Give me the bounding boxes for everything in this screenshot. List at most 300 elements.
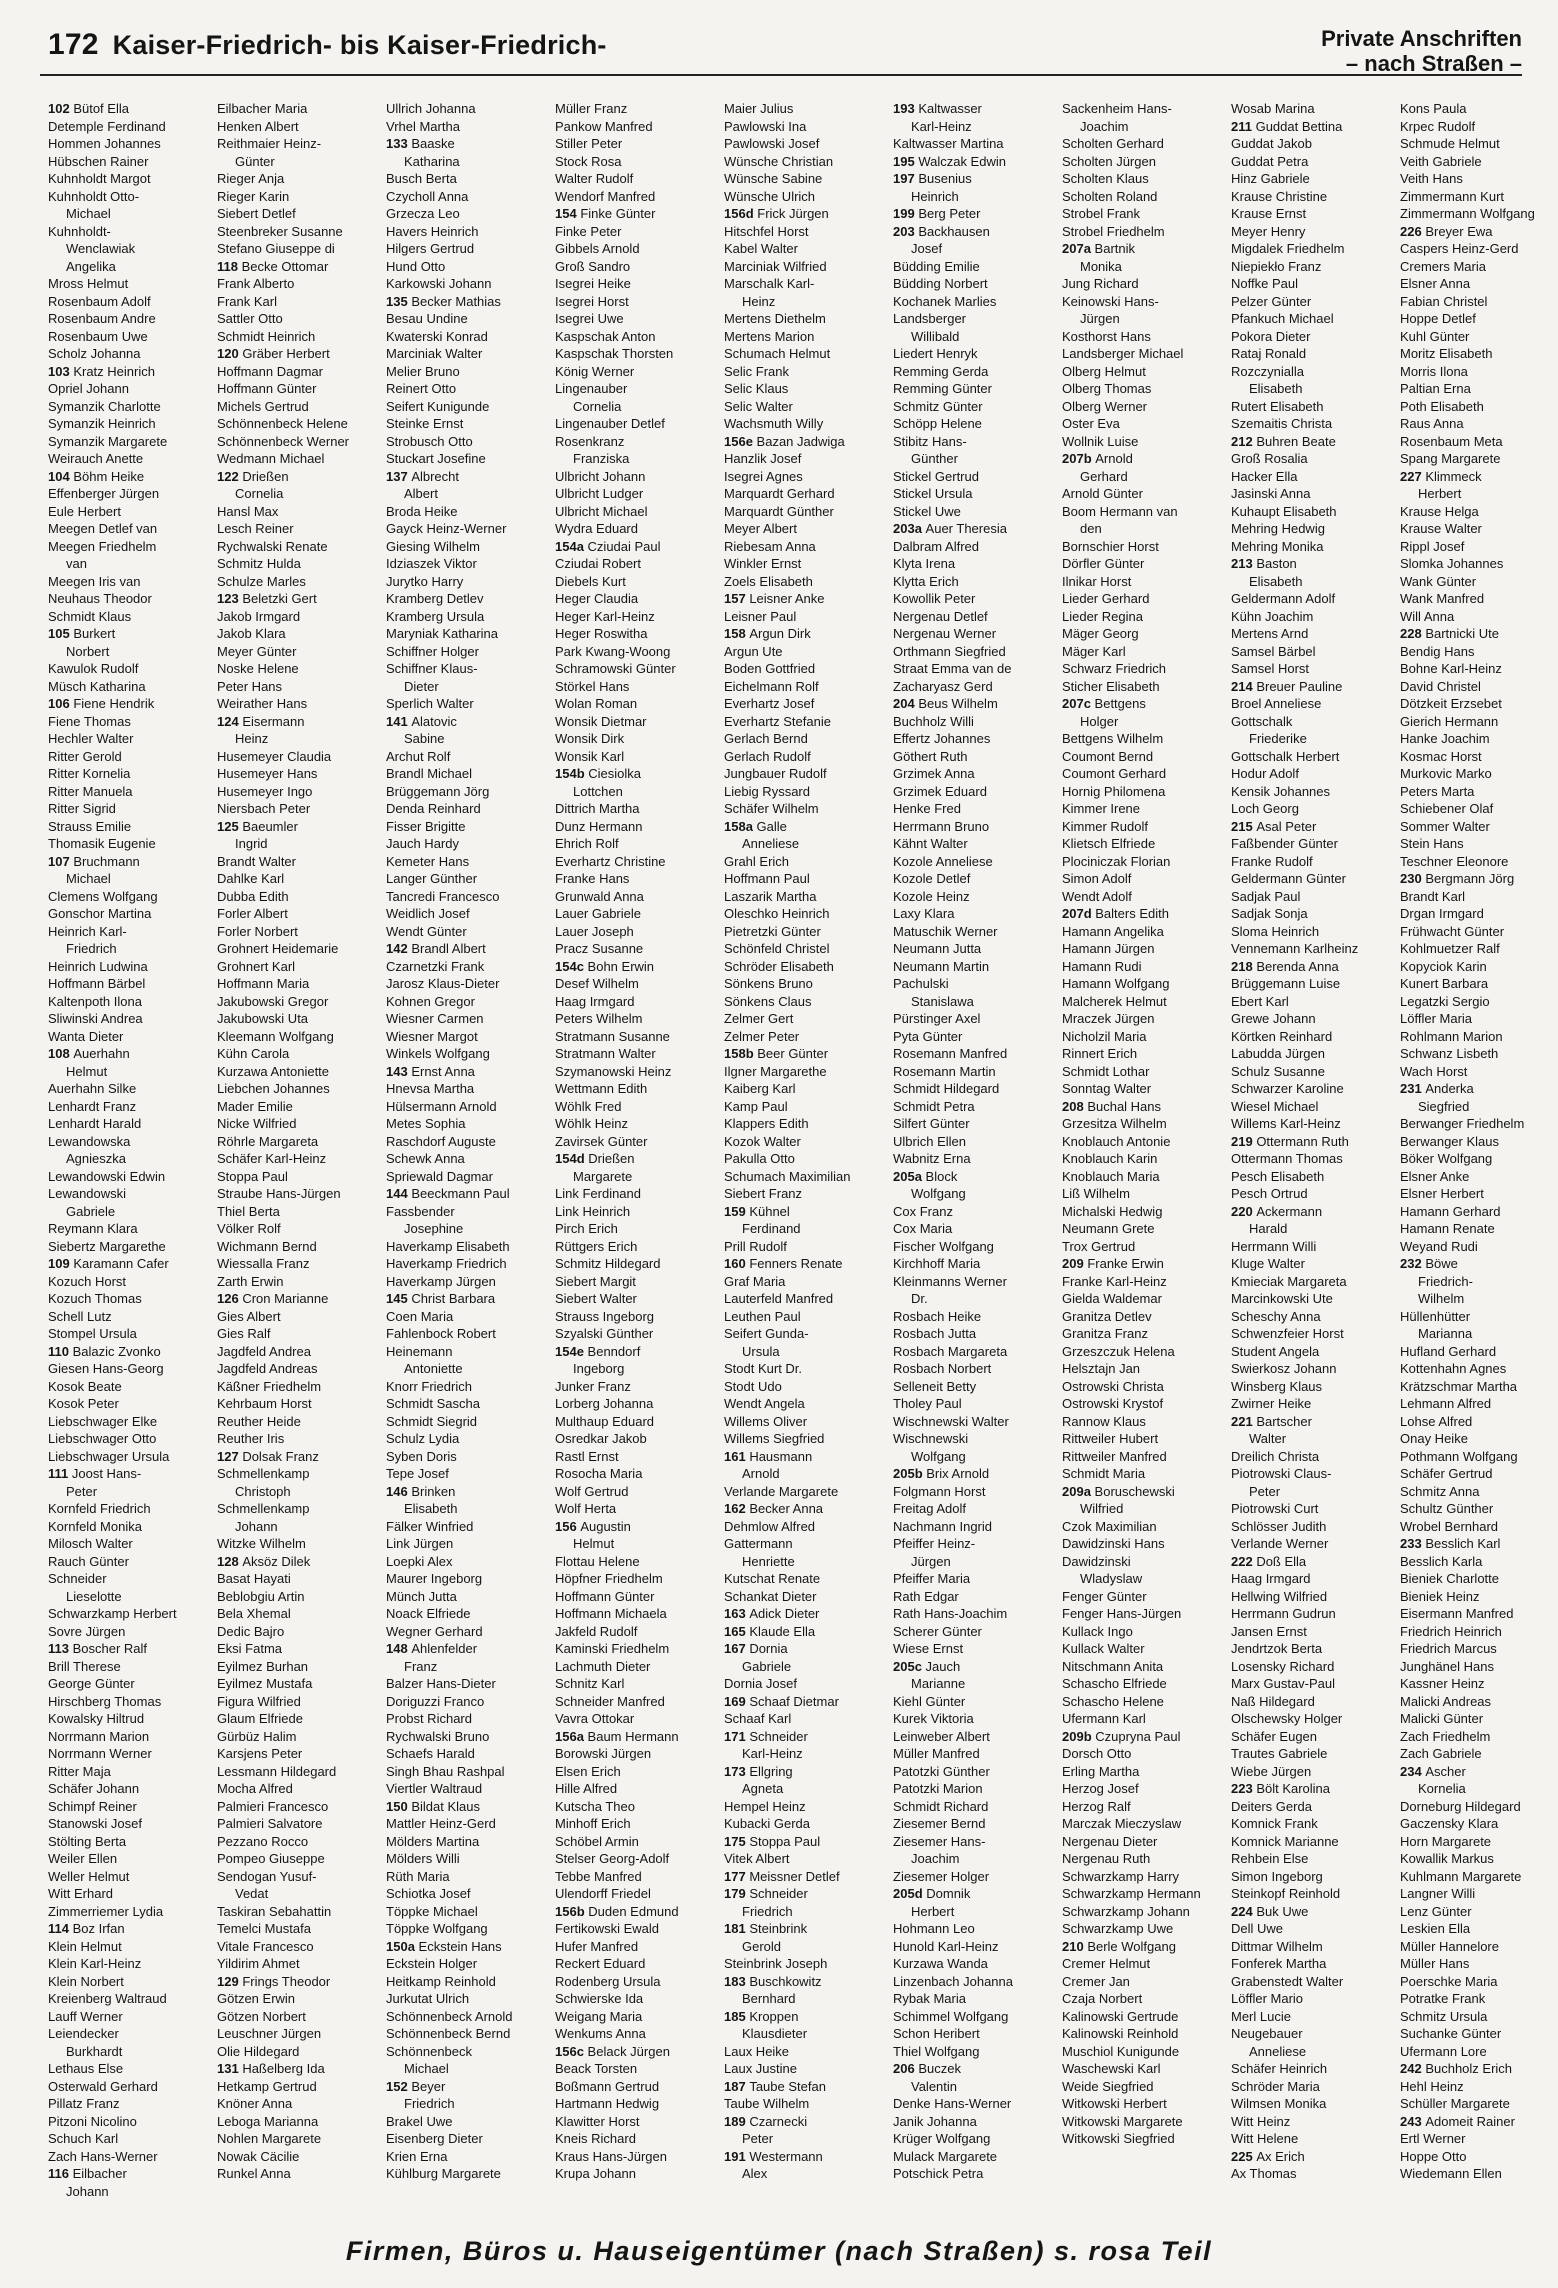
house-number: 207b bbox=[1062, 451, 1096, 466]
directory-entry bbox=[1231, 1588, 1397, 1606]
resident-name: Herzog Ralf bbox=[1062, 1798, 1131, 1814]
house-number: 207c bbox=[1062, 696, 1095, 711]
resident-name: Schmitz Ursula bbox=[1400, 2008, 1488, 2024]
directory-entry bbox=[386, 1745, 552, 1763]
resident-name: Diebels Kurt bbox=[555, 573, 626, 589]
resident-name: Jakob Klara bbox=[217, 626, 286, 641]
resident-name: Dittmar Wilhelm bbox=[1231, 1938, 1323, 1954]
directory-entry bbox=[386, 1710, 552, 1728]
resident-name: Rüth Maria bbox=[386, 1868, 450, 1884]
directory-entry bbox=[1062, 503, 1228, 521]
directory-entry bbox=[48, 2078, 214, 2096]
directory-entry bbox=[386, 1115, 552, 1133]
resident-name: Leuschner Jürgen bbox=[217, 2026, 322, 2041]
directory-entry bbox=[1062, 1728, 1228, 1746]
resident-name: Lieder Gerhard bbox=[1062, 591, 1150, 606]
resident-name: Kähnt Walter bbox=[893, 836, 968, 851]
directory-entry bbox=[217, 1815, 383, 1833]
resident-name: Weiler Ellen bbox=[48, 1851, 118, 1866]
resident-name: Spriewald Dagmar bbox=[386, 1168, 493, 1184]
directory-column bbox=[217, 100, 383, 2210]
resident-name: Rosenbaum Adolf bbox=[48, 293, 151, 309]
resident-name: Löffler Mario bbox=[1231, 1991, 1304, 2006]
directory-entry bbox=[1400, 170, 1558, 188]
resident-name: Lingenauber Detlef bbox=[555, 416, 665, 431]
resident-name: Ernst Anna bbox=[411, 1063, 475, 1079]
resident-name: Guddat Jakob bbox=[1231, 136, 1312, 151]
resident-name: Auerhahn Silke bbox=[48, 1081, 137, 1096]
resident-name: Argun Ute bbox=[724, 643, 783, 659]
house-number: 163 bbox=[724, 1606, 750, 1621]
directory-entry bbox=[1231, 398, 1397, 416]
resident-name: Reuther Iris bbox=[217, 1431, 285, 1446]
resident-name: Schmidt Lothar bbox=[1062, 1063, 1150, 1079]
house-number: 124 bbox=[217, 713, 243, 729]
resident-name: Jungbauer Rudolf bbox=[724, 766, 827, 781]
directory-entry bbox=[724, 258, 890, 276]
resident-name: Klappers Edith bbox=[724, 1116, 809, 1131]
directory-entry bbox=[48, 2113, 214, 2131]
directory-entry bbox=[386, 1553, 552, 1571]
resident-name: Schimpf Reiner bbox=[48, 1798, 137, 1814]
directory-entry bbox=[1062, 2025, 1228, 2043]
resident-name: Wenkums Anna bbox=[555, 2026, 646, 2041]
resident-name: Büdding Emilie bbox=[893, 258, 980, 274]
resident-name: Everhartz Christine bbox=[555, 853, 666, 869]
directory-entry bbox=[724, 818, 890, 836]
directory-entry bbox=[217, 1290, 383, 1308]
directory-entry bbox=[48, 608, 214, 626]
directory-entry bbox=[555, 1010, 721, 1028]
directory-entry bbox=[555, 695, 721, 713]
resident-name: Beer Günter bbox=[757, 1046, 829, 1061]
resident-name: Marschalk Karl- bbox=[724, 276, 815, 291]
resident-name: Ulbricht Ludger bbox=[555, 486, 644, 501]
house-number: 154 bbox=[555, 206, 581, 221]
house-number: 203a bbox=[893, 521, 926, 536]
directory-entry bbox=[386, 1903, 552, 1921]
directory-entry bbox=[555, 520, 721, 538]
directory-entry bbox=[555, 765, 721, 783]
resident-name: Kozuch Horst bbox=[48, 1273, 127, 1289]
resident-name: Jauch bbox=[925, 1658, 961, 1674]
resident-name: Kühlburg Margarete bbox=[386, 2166, 501, 2181]
resident-name: Schneider bbox=[48, 1571, 107, 1586]
entry-continuation bbox=[1400, 1780, 1558, 1798]
resident-name: Valentin bbox=[911, 2078, 958, 2094]
resident-name: Krause Christine bbox=[1231, 188, 1328, 204]
house-number: 210 bbox=[1062, 1938, 1088, 1954]
house-number: 205a bbox=[893, 1168, 926, 1184]
resident-name: Ulbricht Johann bbox=[555, 468, 646, 484]
footer-note: Firmen, Büros u. Hauseigentümer (nach Straßen) s. rosa Teil bbox=[345, 2236, 1213, 2266]
directory-entry bbox=[555, 608, 721, 626]
directory-entry bbox=[1231, 1185, 1397, 1203]
entry-continuation bbox=[386, 1500, 552, 1518]
directory-entry bbox=[1400, 993, 1558, 1011]
directory-entry bbox=[555, 1115, 721, 1133]
resident-name: Eisenberg Dieter bbox=[386, 2131, 483, 2146]
directory-column bbox=[386, 100, 552, 2210]
resident-name: Kuhlmann Margarete bbox=[1400, 1868, 1522, 1884]
resident-name: Mattler Heinz-Gerd bbox=[386, 1816, 496, 1831]
resident-name: Singh Bhau Rashpal bbox=[386, 1763, 505, 1779]
resident-name: Gerold bbox=[742, 1938, 782, 1954]
directory-entry bbox=[893, 1693, 1059, 1711]
directory-entry bbox=[1062, 835, 1228, 853]
resident-name: Olberg Helmut bbox=[1062, 363, 1146, 379]
resident-name: Hohmann Leo bbox=[893, 1921, 975, 1936]
resident-name: Grzimek Eduard bbox=[893, 783, 987, 799]
resident-name: Schimmel Wolfgang bbox=[893, 2008, 1009, 2024]
resident-name: Schlösser Judith bbox=[1231, 1518, 1327, 1534]
resident-name: Stelser Georg-Adolf bbox=[555, 1851, 670, 1866]
directory-entry bbox=[555, 590, 721, 608]
resident-name: Siegfried bbox=[1418, 1098, 1470, 1114]
directory-entry bbox=[386, 818, 552, 836]
entry-continuation bbox=[48, 1063, 214, 1081]
resident-name: Hnevsa Martha bbox=[386, 1081, 475, 1096]
entry-continuation bbox=[48, 1588, 214, 1606]
directory-entry bbox=[724, 573, 890, 591]
resident-name: Günther bbox=[911, 451, 958, 466]
resident-name: Wilhelm bbox=[1418, 1291, 1465, 1306]
directory-entry bbox=[1231, 153, 1397, 171]
directory-entry bbox=[1231, 590, 1397, 608]
resident-name: Selic Klaus bbox=[724, 381, 789, 396]
directory-entry bbox=[1400, 958, 1558, 976]
resident-name: Scheschy Anna bbox=[1231, 1308, 1321, 1324]
directory-entry bbox=[1231, 1745, 1397, 1763]
resident-name: Kohlmuetzer Ralf bbox=[1400, 941, 1500, 956]
resident-name: Jakfeld Rudolf bbox=[555, 1623, 638, 1639]
resident-name: Schmidt Sascha bbox=[386, 1396, 480, 1411]
resident-name: Klytta Erich bbox=[893, 573, 959, 589]
resident-name: Horn Margarete bbox=[1400, 1833, 1492, 1849]
resident-name: Marianne bbox=[911, 1676, 966, 1691]
resident-name: van bbox=[66, 556, 87, 571]
resident-name: Backhausen bbox=[918, 223, 990, 239]
directory-entry bbox=[555, 975, 721, 993]
directory-entry bbox=[724, 905, 890, 923]
directory-entry bbox=[555, 888, 721, 906]
resident-name: Piotrowski Claus- bbox=[1231, 1466, 1332, 1481]
directory-entry bbox=[1400, 555, 1558, 573]
resident-name: David Christel bbox=[1400, 678, 1481, 694]
directory-entry bbox=[724, 1133, 890, 1151]
resident-name: Lenhardt Franz bbox=[48, 1098, 137, 1114]
directory-entry bbox=[386, 1465, 552, 1483]
directory-entry bbox=[555, 800, 721, 818]
house-number: 204 bbox=[893, 696, 919, 711]
directory-entry bbox=[386, 748, 552, 766]
resident-name: Lessmann Hildegard bbox=[217, 1763, 337, 1779]
directory-entry bbox=[1062, 1693, 1228, 1711]
resident-name: Heitkamp Reinhold bbox=[386, 1973, 496, 1989]
resident-name: Park Kwang-Woong bbox=[555, 643, 671, 659]
house-number: 209b bbox=[1062, 1728, 1096, 1744]
resident-name: Wilmsen Monika bbox=[1231, 2096, 1327, 2111]
resident-name: Jurkutat Ulrich bbox=[386, 1991, 470, 2006]
directory-entry bbox=[48, 415, 214, 433]
resident-name: Hoffmann Günter bbox=[217, 381, 317, 396]
resident-name: Siebert Detlef bbox=[217, 206, 296, 221]
resident-name: Hellwing Wilfried bbox=[1231, 1588, 1328, 1604]
resident-name: Schmitz Anna bbox=[1400, 1483, 1480, 1499]
directory-entry bbox=[386, 573, 552, 591]
resident-name: Matuschik Werner bbox=[893, 923, 998, 939]
resident-name: Karl-Heinz bbox=[911, 118, 972, 134]
resident-name: Brakel Uwe bbox=[386, 2113, 453, 2129]
directory-entry bbox=[1400, 2060, 1558, 2078]
resident-name: Ulbrich Ellen bbox=[893, 1133, 966, 1149]
entry-continuation bbox=[893, 1675, 1059, 1693]
directory-entry bbox=[555, 1675, 721, 1693]
directory-entry bbox=[724, 1360, 890, 1378]
directory-entry bbox=[555, 1378, 721, 1396]
resident-name: Norrmann Werner bbox=[48, 1746, 152, 1761]
directory-entry bbox=[724, 1868, 890, 1886]
directory-entry bbox=[48, 1973, 214, 1991]
directory-entry bbox=[1400, 363, 1558, 381]
directory-entry bbox=[555, 1483, 721, 1501]
resident-name: Lauff Werner bbox=[48, 2008, 123, 2024]
resident-name: Meegen Friedhelm bbox=[48, 538, 157, 554]
resident-name: Weide Siegfried bbox=[1062, 2078, 1154, 2094]
entry-continuation bbox=[724, 2025, 890, 2043]
entry-continuation bbox=[893, 118, 1059, 136]
directory-entry bbox=[724, 363, 890, 381]
directory-entry bbox=[1231, 1850, 1397, 1868]
entry-continuation bbox=[893, 993, 1059, 1011]
resident-name: Bölt Karolina bbox=[1256, 1781, 1331, 1796]
resident-name: Mölders Martina bbox=[386, 1833, 480, 1849]
directory-entry bbox=[1231, 1658, 1397, 1676]
directory-entry bbox=[1062, 100, 1228, 118]
resident-name: Winsberg Klaus bbox=[1231, 1378, 1323, 1394]
resident-name: Gerhard bbox=[1080, 468, 1128, 484]
directory-entry bbox=[1231, 993, 1397, 1011]
resident-name: Vedat bbox=[235, 1886, 269, 1901]
entry-continuation bbox=[48, 940, 214, 958]
directory-entry bbox=[1400, 1483, 1558, 1501]
resident-name: Loch Georg bbox=[1231, 801, 1299, 816]
directory-entry bbox=[724, 993, 890, 1011]
directory-entry bbox=[386, 958, 552, 976]
directory-entry bbox=[893, 713, 1059, 731]
directory-entry bbox=[1062, 1903, 1228, 1921]
directory-entry bbox=[555, 1728, 721, 1746]
directory-entry bbox=[724, 1623, 890, 1641]
resident-name: Wenclawiak bbox=[66, 241, 136, 256]
directory-entry bbox=[1062, 678, 1228, 696]
directory-entry bbox=[1062, 1378, 1228, 1396]
directory-entry bbox=[1062, 275, 1228, 293]
directory-entry bbox=[1062, 660, 1228, 678]
resident-name: Taube Stefan bbox=[749, 2078, 826, 2094]
directory-columns bbox=[48, 100, 1538, 2210]
resident-name: Fenger Günter bbox=[1062, 1588, 1147, 1604]
resident-name: Sackenheim Hans- bbox=[1062, 101, 1172, 116]
directory-entry bbox=[1231, 1343, 1397, 1361]
resident-name: Steinbrink Joseph bbox=[724, 1956, 828, 1971]
directory-entry bbox=[217, 1448, 383, 1466]
resident-name: Klein Helmut bbox=[48, 1938, 122, 1954]
directory-entry bbox=[555, 1133, 721, 1151]
resident-name: Bendig Hans bbox=[1400, 643, 1475, 659]
resident-name: Flottau Helene bbox=[555, 1553, 640, 1569]
directory-entry bbox=[724, 1693, 890, 1711]
resident-name: Herrmann Gudrun bbox=[1231, 1606, 1336, 1621]
directory-entry bbox=[1400, 2095, 1558, 2113]
resident-name: Buschkowitz bbox=[749, 1973, 822, 1989]
directory-entry bbox=[217, 783, 383, 801]
directory-entry bbox=[48, 923, 214, 941]
directory-entry bbox=[48, 100, 214, 118]
directory-entry bbox=[386, 1973, 552, 1991]
resident-name: Zach Friedhelm bbox=[1400, 1728, 1491, 1744]
resident-name: Brill Therese bbox=[48, 1658, 121, 1674]
resident-name: Marquardt Günther bbox=[724, 503, 834, 519]
house-number: 106 bbox=[48, 696, 74, 711]
entry-continuation bbox=[217, 1885, 383, 1903]
resident-name: Isegrei Horst bbox=[555, 293, 629, 309]
directory-entry bbox=[893, 2025, 1059, 2043]
resident-name: Eyilmez Mustafa bbox=[217, 1676, 313, 1691]
directory-entry bbox=[217, 433, 383, 451]
resident-name: Kirchhoff Maria bbox=[893, 1256, 981, 1271]
resident-name: Schwarz Friedrich bbox=[1062, 661, 1167, 676]
resident-name: Jung Richard bbox=[1062, 276, 1139, 291]
entry-continuation bbox=[724, 1553, 890, 1571]
house-number: 206 bbox=[893, 2061, 919, 2076]
directory-entry bbox=[1400, 1028, 1558, 1046]
resident-name: Kosthorst Hans bbox=[1062, 328, 1151, 344]
directory-entry bbox=[217, 1325, 383, 1343]
directory-entry bbox=[48, 765, 214, 783]
page-number: 172 bbox=[48, 28, 99, 61]
resident-name: Tebbe Manfred bbox=[555, 1868, 642, 1884]
resident-name: Witt Erhard bbox=[48, 1886, 114, 1901]
directory-entry bbox=[217, 1588, 383, 1606]
directory-entry bbox=[1062, 205, 1228, 223]
resident-name: Schmidt Hildegard bbox=[893, 1081, 1000, 1096]
resident-name: Störkel Hans bbox=[555, 678, 630, 694]
resident-name: Kullack Ingo bbox=[1062, 1623, 1133, 1639]
directory-entry bbox=[217, 1728, 383, 1746]
directory-entry bbox=[386, 1273, 552, 1291]
resident-name: Schwanz Lisbeth bbox=[1400, 1046, 1499, 1061]
resident-name: Brix Arnold bbox=[926, 1466, 990, 1481]
resident-name: Rosenbaum Meta bbox=[1400, 433, 1503, 449]
resident-name: Kunert Barbara bbox=[1400, 976, 1489, 991]
directory-entry bbox=[1400, 345, 1558, 363]
directory-entry bbox=[1062, 923, 1228, 941]
directory-entry bbox=[1231, 1238, 1397, 1256]
resident-name: Heinrich Karl- bbox=[48, 923, 127, 939]
resident-name: Hanke Joachim bbox=[1400, 731, 1490, 746]
resident-name: Grzimek Anna bbox=[893, 766, 975, 781]
directory-entry bbox=[893, 1220, 1059, 1238]
directory-entry bbox=[48, 328, 214, 346]
resident-name: Thiel Wolfgang bbox=[893, 2043, 980, 2059]
resident-name: Duden Edmund bbox=[588, 1903, 679, 1919]
entry-continuation bbox=[893, 2078, 1059, 2096]
resident-name: Belack Jürgen bbox=[587, 2043, 670, 2059]
resident-name: Moritz Elisabeth bbox=[1400, 346, 1493, 361]
resident-name: Plociniczak Florian bbox=[1062, 853, 1171, 869]
directory-entry bbox=[555, 1868, 721, 1886]
directory-entry bbox=[724, 765, 890, 783]
resident-name: Hamann Renate bbox=[1400, 1221, 1495, 1236]
resident-name: Rosenbaum Uwe bbox=[48, 328, 148, 344]
resident-name: Schönfeld Christel bbox=[724, 941, 830, 956]
directory-entry bbox=[555, 240, 721, 258]
directory-entry bbox=[217, 2130, 383, 2148]
directory-entry bbox=[1231, 503, 1397, 521]
house-number: 222 bbox=[1231, 1553, 1257, 1569]
resident-name: Peter Hans bbox=[217, 678, 283, 694]
resident-name: Klietsch Elfriede bbox=[1062, 836, 1156, 851]
directory-entry bbox=[724, 1518, 890, 1536]
resident-name: Rosenkranz bbox=[555, 433, 625, 449]
directory-entry bbox=[724, 695, 890, 713]
directory-entry bbox=[48, 503, 214, 521]
resident-name: Denda Reinhard bbox=[386, 801, 481, 816]
directory-entry bbox=[386, 1605, 552, 1623]
directory-entry bbox=[1062, 555, 1228, 573]
directory-entry bbox=[555, 2113, 721, 2131]
resident-name: Guddat Bettina bbox=[1255, 118, 1343, 134]
directory-entry bbox=[555, 275, 721, 293]
directory-entry bbox=[555, 1395, 721, 1413]
directory-entry bbox=[893, 1745, 1059, 1763]
directory-entry bbox=[1400, 1430, 1558, 1448]
directory-entry bbox=[1062, 975, 1228, 993]
resident-name: Glaum Elfriede bbox=[217, 1711, 303, 1726]
resident-name: Szyalski Günther bbox=[555, 1326, 654, 1341]
house-number: 116 bbox=[48, 2166, 73, 2181]
resident-name: Kons Paula bbox=[1400, 101, 1467, 116]
resident-name: Granitza Detlev bbox=[1062, 1308, 1152, 1324]
directory-entry bbox=[386, 223, 552, 241]
directory-entry bbox=[386, 1045, 552, 1063]
directory-entry bbox=[555, 660, 721, 678]
resident-name: Wonsik Dirk bbox=[555, 731, 625, 746]
directory-entry bbox=[386, 1378, 552, 1396]
resident-name: Peters Wilhelm bbox=[555, 1011, 643, 1026]
resident-name: Busch Berta bbox=[386, 171, 457, 186]
entry-continuation bbox=[1062, 520, 1228, 538]
directory-entry bbox=[48, 2095, 214, 2113]
resident-name: Bettgens bbox=[1094, 696, 1146, 711]
directory-entry bbox=[217, 1553, 383, 1571]
resident-name: Kiehl Günter bbox=[893, 1693, 966, 1709]
resident-name: Rosocha Maria bbox=[555, 1466, 643, 1481]
resident-name: Zach Hans-Werner bbox=[48, 2148, 158, 2164]
resident-name: Pawlowski Josef bbox=[724, 136, 820, 151]
directory-entry bbox=[1231, 783, 1397, 801]
directory-entry bbox=[555, 205, 721, 223]
directory-entry bbox=[1062, 940, 1228, 958]
entry-continuation bbox=[893, 1185, 1059, 1203]
directory-entry bbox=[386, 1255, 552, 1273]
directory-entry bbox=[1062, 2008, 1228, 2026]
resident-name: Peter bbox=[66, 1483, 98, 1499]
directory-column bbox=[48, 100, 214, 2210]
resident-name: Henriette bbox=[742, 1553, 795, 1569]
resident-name: Ilnikar Horst bbox=[1062, 573, 1132, 589]
